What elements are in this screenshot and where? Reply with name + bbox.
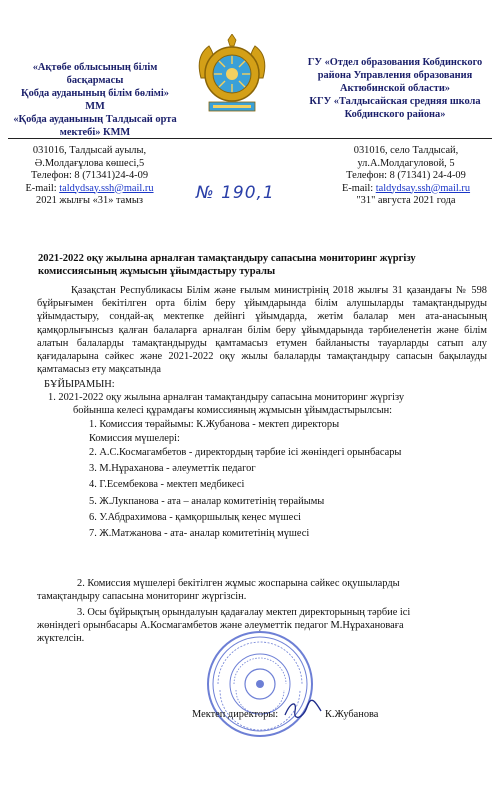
title-line: комиссиясының жұмысын ұйымдастыру туралы (38, 266, 276, 277)
address-left-date: 2021 жылғы «31» тамыз (36, 195, 143, 206)
state-emblem-icon (195, 34, 269, 118)
email-link[interactable]: taldydsay.ssh@mail.ru (375, 182, 471, 194)
handwritten-signature (283, 697, 323, 721)
address-left-email-row (12, 183, 167, 196)
address-left-line2: Ә.Молдағұлова көшесі,5 (34, 157, 145, 169)
header-left-line: «Қобда ауданының Талдысай орта (13, 114, 177, 125)
members-list (89, 446, 401, 540)
signature-name: К.Жубанова (325, 709, 379, 720)
header-left-line: «Ақтөбе облысының білім (32, 62, 158, 73)
address-left-line1: 031016, Талдысай ауылы, (32, 145, 147, 156)
header-right-line: КГУ «Талдысайская средняя школа (309, 96, 481, 107)
address-right-line1: 031016, село Талдысай, (353, 145, 459, 156)
address-left (12, 145, 167, 208)
header-right-line: ГУ «Отдел образования Кобдинского (307, 57, 483, 68)
address-right-email-row (320, 183, 492, 196)
header-right-line: Кобдинского района» (344, 109, 446, 120)
signature-role: Мектеп директоры: (192, 709, 279, 720)
email-label: E-mail: (25, 182, 60, 194)
address-left-phone: Телефон: 8 (71341)24-4-09 (30, 170, 149, 181)
header-right-org (300, 56, 490, 121)
item1-line: 1. 2021-2022 оқу жылына арналған тамақтандыру сапасына мониторинг жүргізу (48, 392, 405, 403)
item2-line: тамақтандыру сапасына мониторинг жүргізсін. (37, 591, 247, 602)
item3-line: 3. Осы бұйрықтың орындалуын қадағалау мектеп директорының тәрбие ісі (77, 607, 411, 618)
intro-paragraph: Қазақстан Республикасы Білім және ғылым министрінің 2018 жылғы 31 қазандағы № 598 бұйрығымен бекітілген орта білім беру ұйымдарында білім алушыларды тамақтандыруды ұйымдастыру, сондай-ақ мектепке дейінгі ұйымдарда, жетім балалар мен ата-анасының қамқорлығынсыз қалған балаларға арналған білім беру ұйымдарында тәрбиеленетін және білім алатын балаларды тамақтандыруды қамтамасыз етумен байланысты тауарларды сатып алу қағидаларына сәйкес және 2021-2022 оқу жылы балаларды тамақтандыру сапасын бақылауды қамтамасыз ету мақсатында (37, 285, 487, 376)
member-item: 5. Ж.Лукпанова - ата – аналар комитетінің төрайымы (89, 495, 325, 507)
header-left-line: Қобда ауданының білім бөлімі» ММ (21, 88, 169, 112)
item3-line: жөніндегі орынбасары А.Космагамбетов және әлеуметтік педагог М.Нұрахановаға (37, 620, 404, 631)
item1-line: бойынша келесі құрамдағы комиссияның жұмысын ұйымдастырылсын: (73, 405, 393, 416)
item3-line: жүктелсін. (37, 633, 85, 644)
member-item: 3. М.Нұраханова - әлеуметтік педагог (89, 463, 256, 475)
address-right-phone: Телефон: 8 (71341) 24-4-09 (346, 170, 466, 181)
header-divider (8, 138, 492, 139)
members-label: Комиссия мүшелері: (89, 433, 180, 444)
member-item: 6. У.Абдрахимова - қамқоршылық кеңес мүшесі (89, 511, 301, 523)
commission-chair: 1. Комиссия төрайымы: К.Жубанова - мектеп директоры (89, 419, 340, 430)
document-title (38, 252, 488, 278)
member-item: 2. А.С.Космагамбетов - директордың тәрбие ісі жөніндегі орынбасары (89, 447, 402, 458)
address-right (320, 145, 492, 208)
header-left-line: мектебі» КММ (59, 127, 131, 138)
item2-line: 2. Комиссия мүшелері бекітілген жұмыс жоспарына сәйкес оқушыларды (77, 578, 400, 589)
header-right-line: района Управления образования (317, 70, 473, 81)
header-right-line: Актюбинской области» (340, 83, 450, 94)
official-stamp (206, 630, 314, 738)
document-number: № 190,1 (196, 183, 275, 203)
member-item: 7. Ж.Матжанова - ата- аналар комитетінің мүшесі (89, 528, 310, 540)
title-line: 2021-2022 оқу жылына арналған тамақтандыру сапасына мониторинг жүргізу (38, 253, 416, 264)
address-right-line2: ул.А.Молдагуловой, 5 (357, 157, 455, 169)
header-left-line: басқармасы (66, 75, 124, 86)
email-label: E-mail: (341, 182, 376, 194)
address-right-date: "31" августа 2021 года (356, 195, 456, 206)
member-item: 4. Г.Есембекова - мектеп медбикесі (89, 479, 245, 491)
email-link[interactable]: taldydsay.ssh@mail.ru (59, 182, 154, 194)
order-word: БҰЙЫРАМЫН: (44, 379, 115, 390)
header-left-org (10, 61, 180, 139)
